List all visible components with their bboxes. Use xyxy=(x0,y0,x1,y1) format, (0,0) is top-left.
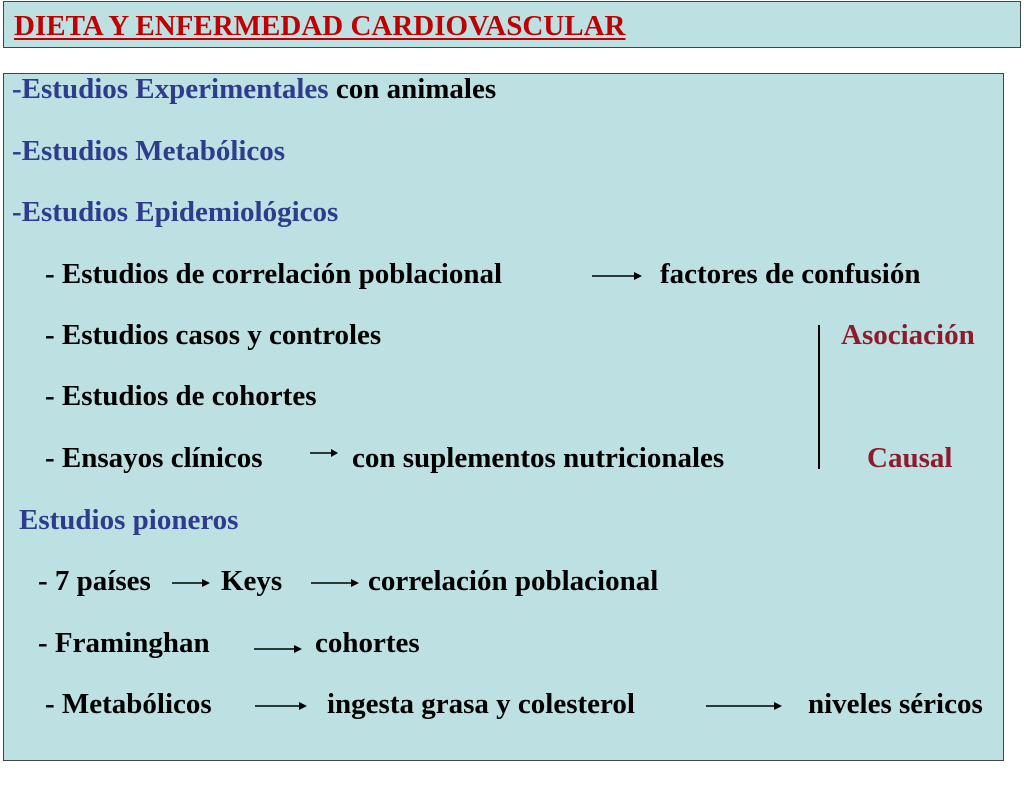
arrow-right-icon xyxy=(254,641,302,657)
arrow-right-icon xyxy=(172,575,210,591)
framingham: - Framinghan xyxy=(38,627,210,659)
pioneer-heading: Estudios pioneros xyxy=(19,504,239,536)
case-control-studies: - Estudios casos y controles xyxy=(45,319,382,351)
bracket-line xyxy=(818,325,820,469)
metabolic-studies: -Estudios Metabólicos xyxy=(12,135,286,167)
experimental-suffix: con animales xyxy=(328,73,497,105)
population-correlation: correlación poblacional xyxy=(368,565,659,597)
association-label: Asociación xyxy=(841,319,975,351)
clinical-trials: - Ensayos clínicos xyxy=(45,442,263,474)
slide-title: DIETA Y ENFERMEDAD CARDIOVASCULAR xyxy=(14,10,626,42)
seven-countries: - 7 países xyxy=(38,565,151,597)
arrow-right-icon xyxy=(255,698,307,714)
correlation-studies: - Estudios de correlación poblacional xyxy=(45,258,503,290)
experimental-studies xyxy=(12,75,496,104)
arrow-right-icon xyxy=(592,268,642,284)
arrow-right-icon xyxy=(310,446,338,460)
metabolic-pioneers: - Metabólicos xyxy=(45,688,212,720)
serum-levels: niveles séricos xyxy=(808,688,983,720)
fat-cholesterol-intake: ingesta grasa y colesterol xyxy=(327,688,635,720)
supplement-trials: con suplementos nutricionales xyxy=(352,442,725,474)
keys: Keys xyxy=(221,565,283,597)
framingham-cohorts: cohortes xyxy=(315,627,420,659)
cohort-studies: - Estudios de cohortes xyxy=(45,380,317,412)
title-bar xyxy=(3,1,1021,48)
arrow-right-icon xyxy=(311,575,359,591)
arrow-right-icon xyxy=(706,698,782,714)
experimental-label: -Estudios Experimentales xyxy=(12,73,329,105)
epidemiological-studies: -Estudios Epidemiológicos xyxy=(12,196,339,228)
confounding-factors: factores de confusión xyxy=(660,258,921,290)
causal-label: Causal xyxy=(867,442,953,474)
